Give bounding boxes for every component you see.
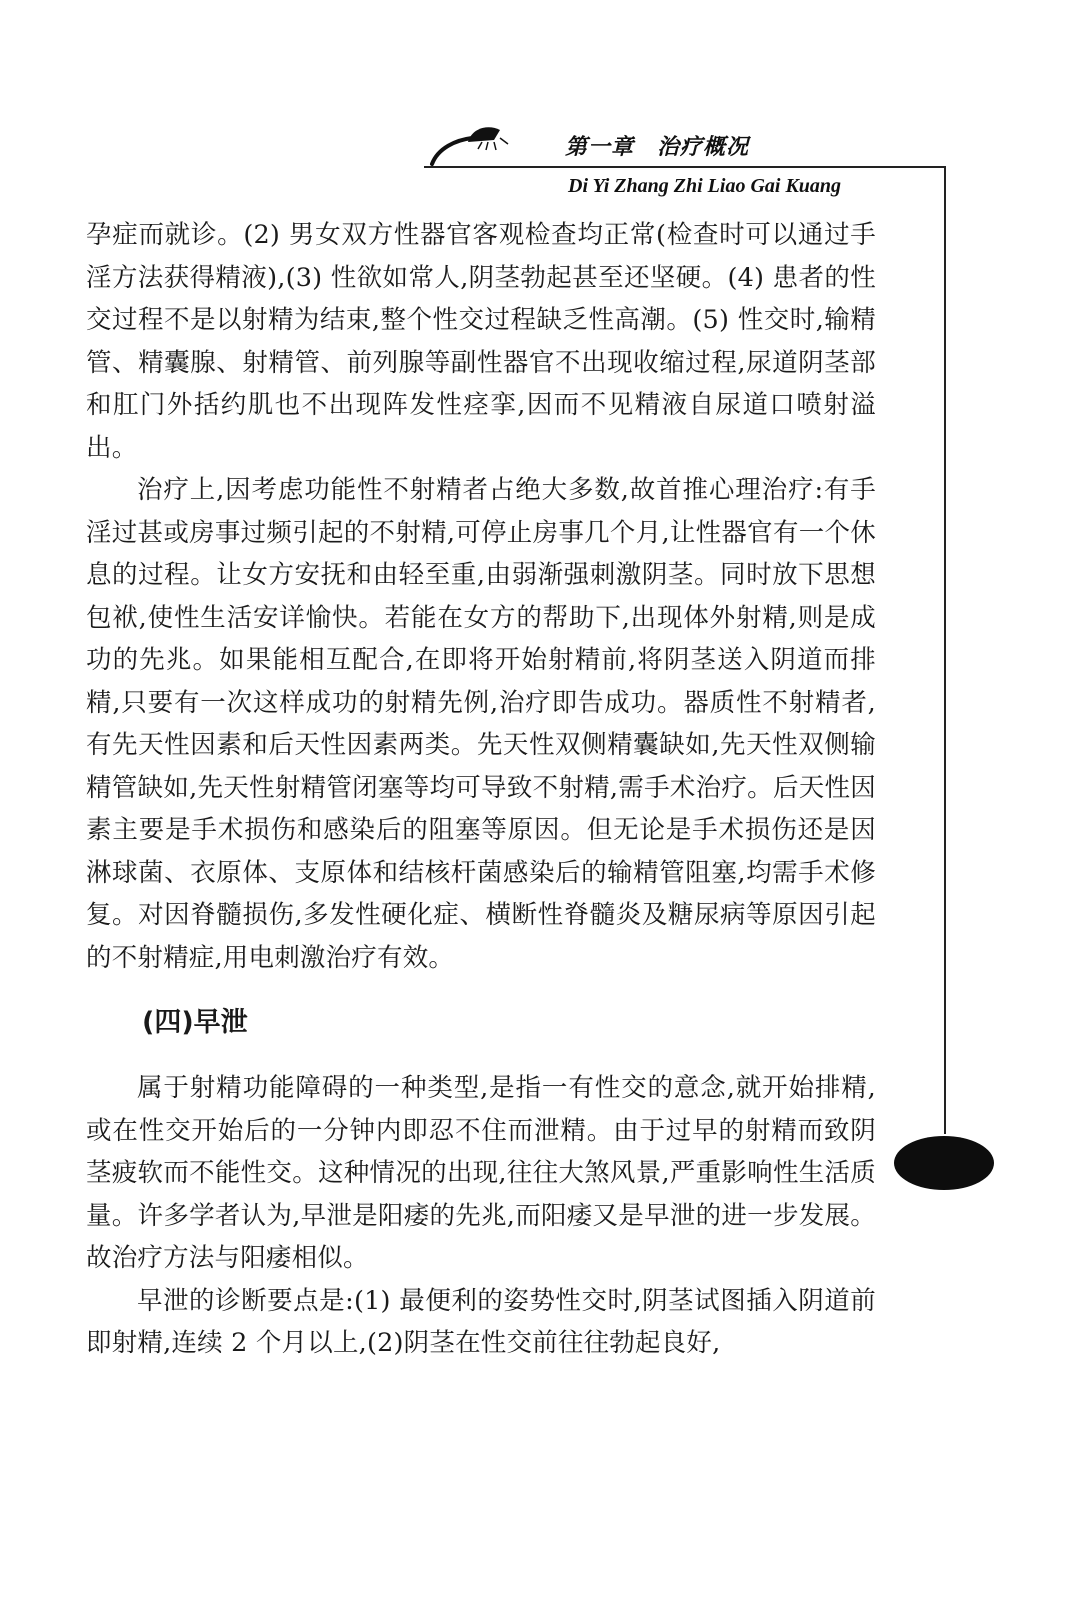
section-heading: (四)早泄 (142, 1007, 248, 1038)
paragraph: 属于射精功能障碍的一种类型,是指一有性交的意念,就开始排精,或在性交开始后的一分钟内即忍不住而泄精。由于过早的射精而致阴茎疲软而不能性交。这种情况的出现,往往大煞风景,严重影响性生活质量。许多学者认为,早泄是阳痿的先兆,而阳痿又是早泄的进一步发展。故治疗方法与阳痿相似。 (86, 1073, 876, 1273)
chapter-title-en: Di Yi Zhang Zhi Liao Gai Kuang (568, 175, 842, 197)
header-rule (424, 166, 944, 168)
desk-lamp-icon (428, 120, 538, 170)
paragraph: 孕症而就诊。(2) 男女双方性器官客观检查均正常(检查时可以通过手淫方法获得精液),(3) 性欲如常人,阴茎勃起甚至还坚硬。(4) 患者的性交过程不是以射精为结束,整个性交过程缺乏性高潮。(5) 性交时,输精管、精囊腺、射精管、前列腺等副性器官不出现收缩过程,尿道阴茎部和肛门外括约肌也不出现阵发性痉挛,因而不见精液自尿道口喷射溢出。 (86, 220, 876, 463)
side-rule (944, 166, 946, 1134)
body-text (86, 214, 876, 1365)
chapter-title-cn: 第一章 治疗概况 (565, 135, 750, 160)
thumb-index-tab (894, 1136, 994, 1190)
paragraph: 早泄的诊断要点是:(1) 最便利的姿势性交时,阴茎试图插入阴道前即射精,连续 2 个月以上,(2)阴茎在性交前往往勃起良好, (86, 1285, 876, 1358)
paragraph: 治疗上,因考虑功能性不射精者占绝大多数,故首推心理治疗:有手淫过甚或房事过频引起的不射精,可停止房事几个月,让性器官有一个休息的过程。让女方安抚和由轻至重,由弱渐强刺激阴茎。同时放下思想包袱,使性生活安详愉快。若能在女方的帮助下,出现体外射精,则是成功的先兆。如果能相互配合,在即将开始射精前,将阴茎送入阴道而排精,只要有一次这样成功的射精先例,治疗即告成功。器质性不射精者,有先天性因素和后天性因素两类。先天性双侧精囊缺如,先天性双侧输精管缺如,先天性射精管闭塞等均可导致不射精,需手术治疗。后天性因素主要是手术损伤和感染后的阻塞等原因。但无论是手术损伤还是因淋球菌、衣原体、支原体和结核杆菌感染后的输精管阻塞,均需手术修复。对因脊髓损伤,多发性硬化症、横断性脊髓炎及糖尿病等原因引起的不射精症,用电刺激治疗有效。 (86, 475, 876, 973)
